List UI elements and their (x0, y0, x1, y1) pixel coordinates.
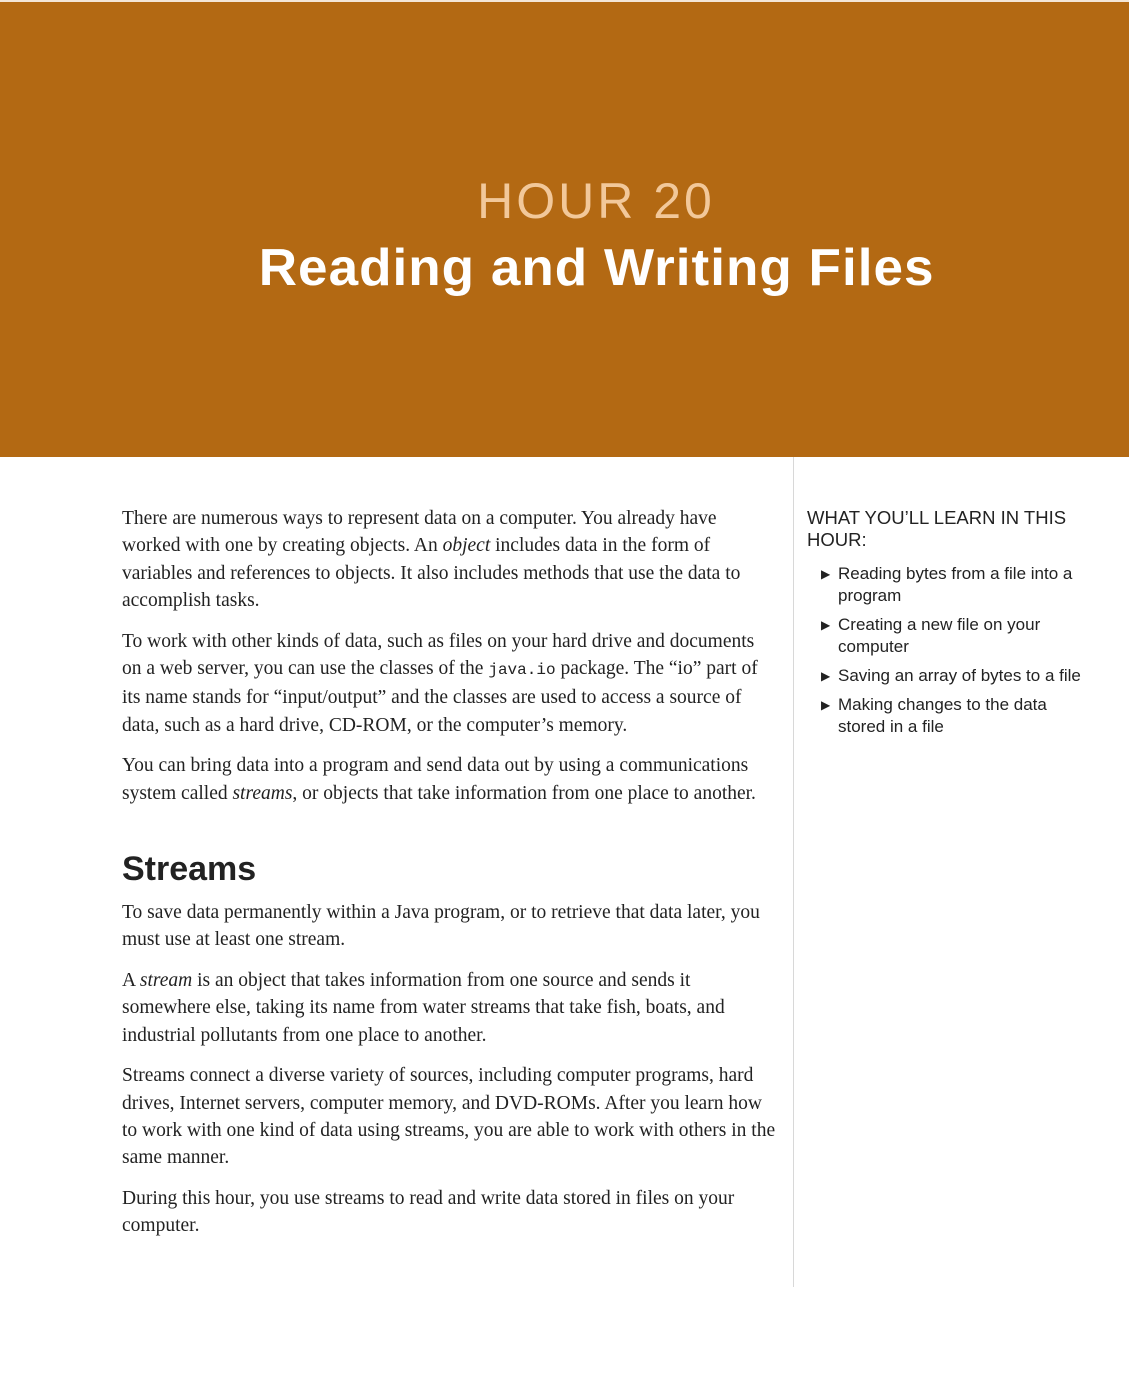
triangle-bullet-icon: ▶ (821, 698, 831, 712)
learning-objectives-sidebar (807, 507, 1087, 745)
triangle-bullet-icon: ▶ (821, 618, 831, 632)
paragraph: To work with other kinds of data, such as files on your hard drive and documents on a web server, you can use the classes of the java.io package. The “io” part of its name stands for “input/output” and the classes are used to access a source of data, such as a hard drive, CD-ROM, or the computer’s memory. (122, 630, 758, 736)
triangle-bullet-icon: ▶ (821, 669, 831, 683)
sidebar-heading: WHAT YOU’LL LEARN IN THIS HOUR: (807, 507, 1067, 550)
list-item: ▶ Creating a new file on your computer (821, 615, 1041, 656)
paragraph: You can bring data into a program and send data out by using a communications system called streams, or objects that take information from one place to another. (122, 755, 756, 804)
paragraph: During this hour, you use streams to read and write data stored in files on your computer. (122, 1187, 735, 1237)
section-heading: Streams (122, 850, 257, 889)
paragraph: A stream is an object that takes information from one source and sends it somewhere else, taking its name from water streams that take fish, boats, and industrial pollutants from one place to another. (122, 969, 725, 1046)
paragraph: To save data permanently within a Java program, or to retrieve that data later, you must use at least one stream. (122, 902, 760, 951)
chapter-banner (0, 0, 1129, 457)
chapter-title: Reading and Writing Files (258, 239, 935, 297)
triangle-bullet-icon: ▶ (821, 567, 831, 581)
column-divider (793, 457, 794, 1287)
list-item: ▶ Reading bytes from a file into a program (821, 564, 1073, 605)
list-item: ▶ Making changes to the data stored in a file (821, 695, 1047, 736)
paragraph: There are numerous ways to represent data on a computer. You already have worked with one by creating objects. An object includes data in the form of variables and references to objects. It also includes methods that use the data to accomplish tasks. (122, 508, 741, 612)
main-text-column (122, 505, 778, 1253)
inline-code: java.io (488, 661, 556, 680)
paragraph: Streams connect a diverse variety of sources, including computer programs, hard drives, Internet servers, computer memory, and DVD-ROMs. After you learn how to work with one kind of data using streams, you are able to work with others in the same manner. (122, 1065, 776, 1169)
emphasis-object: object (442, 535, 491, 557)
emphasis-stream: stream (139, 969, 193, 991)
objectives-list (807, 563, 1087, 738)
list-item: ▶ Saving an array of bytes to a file (821, 666, 1081, 685)
emphasis-streams: streams (232, 782, 293, 804)
hour-label: HOUR 20 (477, 173, 715, 229)
